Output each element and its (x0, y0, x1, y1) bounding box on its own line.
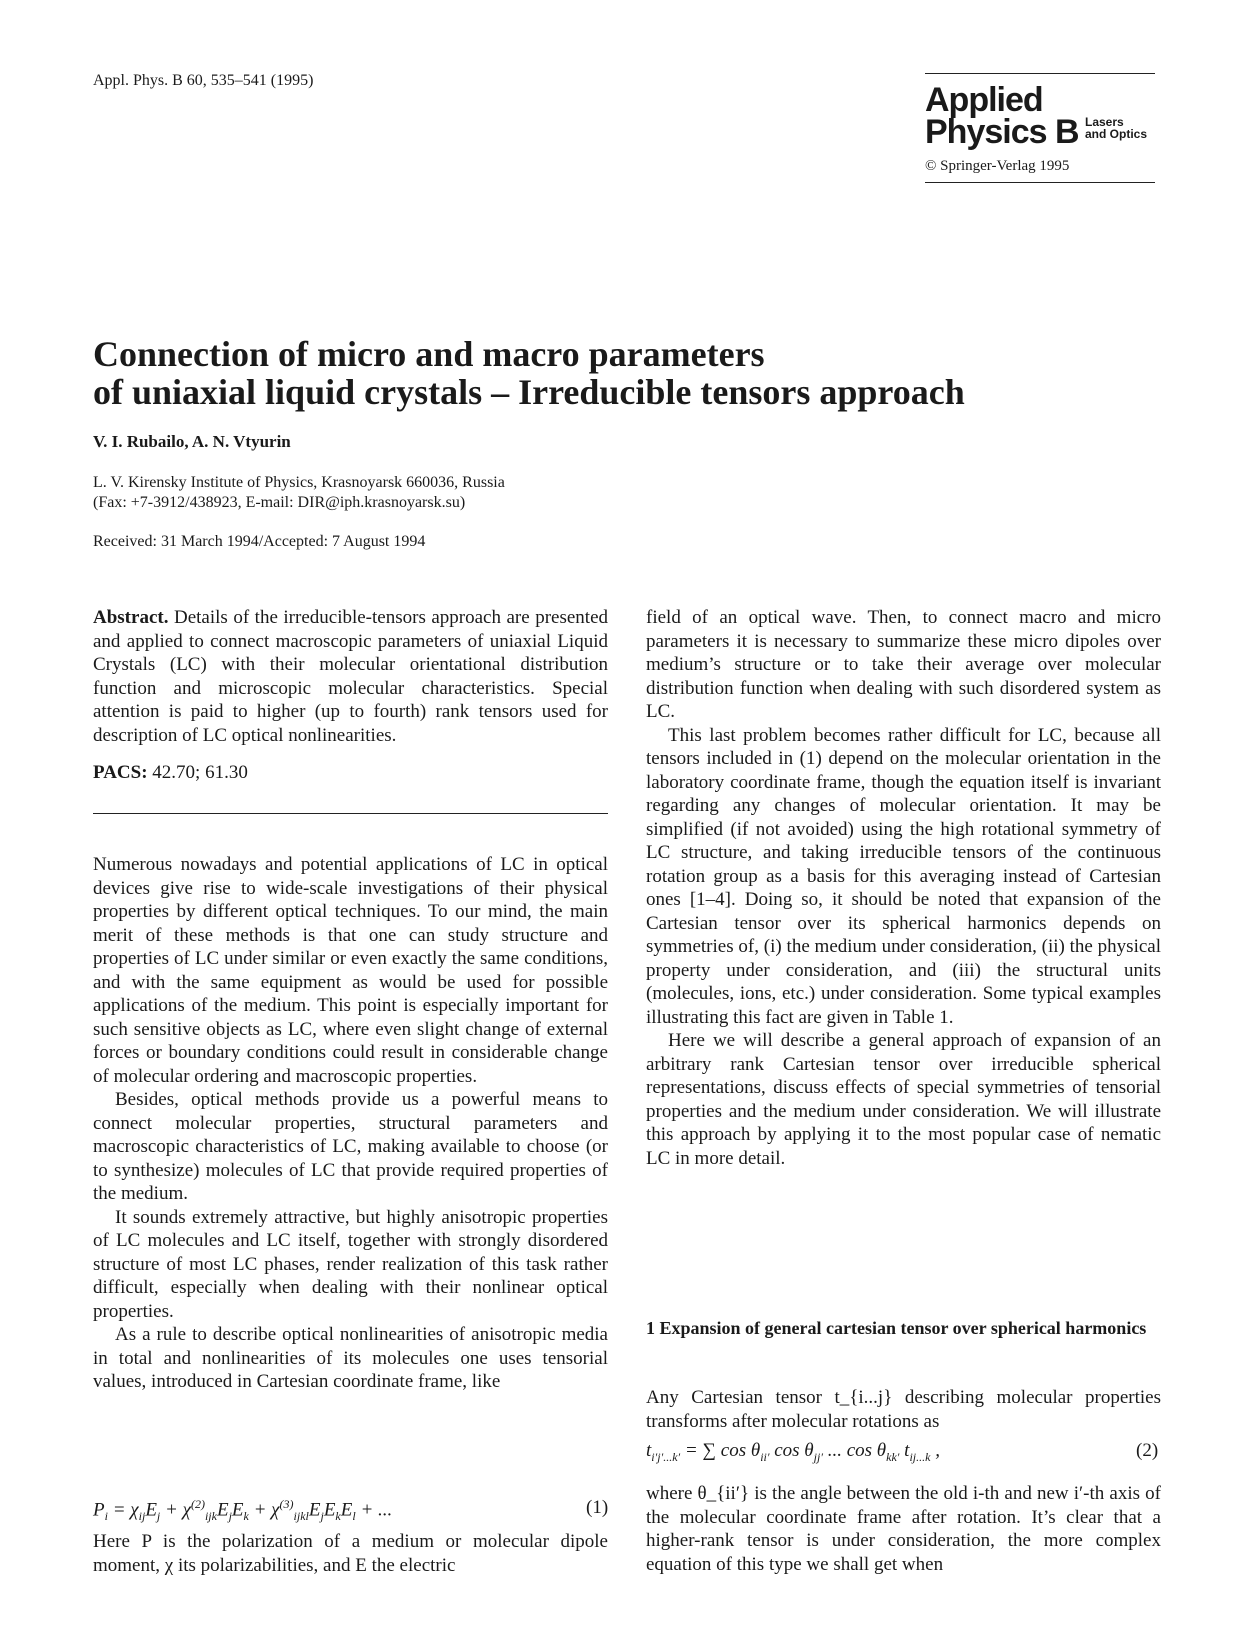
right-paragraph: field of an optical wave. Then, to connect macro and micro parameters it is necessary to summarize these micro dipoles over medium’s structure or to take their average over molecular distribution function when dealing with such disordered system as LC. (646, 607, 1161, 722)
after-equation-1 (93, 1530, 608, 1577)
affiliation (93, 473, 505, 513)
logo-bottom-rule (925, 182, 1155, 183)
after-eq1-text: Here P is the polarization of a medium or molecular dipole moment, χ its polarizabilities, and E the electric (93, 1531, 608, 1576)
left-body (93, 853, 608, 1394)
equation-1-number: (1) (586, 1497, 609, 1518)
right-paragraph: Here we will describe a general approach of expansion of an arbitrary rank Cartesian tensor over irreducible spherical representations, discuss effects of special symmetries of tensorial properties and the medium under consideration. We will illustrate this approach by applying it to the most popular case of nematic LC in more detail. (646, 1030, 1161, 1169)
affiliation-line-2: (Fax: +7-3912/438923, E-mail: DIR@iph.krasnoyarsk.su) (93, 494, 466, 511)
logo-top-rule (925, 73, 1155, 74)
pacs-label: PACS: (93, 762, 148, 783)
affiliation-line-1: L. V. Kirensky Institute of Physics, Krasnoyarsk 660036, Russia (93, 474, 505, 491)
abstract-divider (93, 813, 608, 814)
section-text: Any Cartesian tensor t_{i...j} describing molecular properties transforms after molecular rotations as (646, 1387, 1161, 1432)
title-line-2: of uniaxial liquid crystals – Irreducible tensors approach (93, 372, 965, 412)
right-paragraph: This last problem becomes rather difficult for LC, because all tensors included in (1) depend on the molecular orientation in the laboratory coordinate frame, though the equation itself is invariant regarding any changes of molecular orientation. It may be simplified (if not avoided) using the high rotational symmetry of LC structure, and taking irreducible tensors of the continuous rotation group as a basis for this averaging instead of Cartesian ones [1–4]. Doing so, it should be noted that expansion of the Cartesian tensor over its spherical harmonics depends on symmetries of, (i) the medium under consideration, (ii) the physical property under consideration, and (iii) the structural units (molecules, ions, etc.) under consideration. Some typical examples illustrating this fact are given in Table 1. (646, 724, 1161, 1028)
equation-2-number: (2) (1136, 1440, 1159, 1461)
left-paragraph: Numerous nowadays and potential applications of LC in optical devices give rise to wide-scale investigations of their physical properties by different optical techniques. To our mind, the main merit of these methods is that one can study structure and properties of LC under similar or even exactly the same conditions, and with the same equipment as would be used for possible applications of the medium. This point is especially important for such sensitive objects as LC, where even slight change of external forces or boundary conditions could result in considerable change of molecular ordering and macroscopic properties. (93, 854, 608, 1087)
journal-logo-line1: Applied (925, 81, 1043, 119)
left-paragraph: Besides, optical methods provide us a powerful means to connect molecular properties, structural parameters and macroscopic characteristics of LC, making available to choose (or to synthesize) molecules of LC that provide required properties of the medium. (93, 1089, 608, 1204)
journal-logo-line2: Physics B (925, 113, 1079, 151)
left-paragraph: It sounds extremely attractive, but highly anisotropic properties of LC molecules and LC itself, together with strongly disordered structure of most LC phases, render realization of this task rather difficult, especially when dealing with their nonlinear optical properties. (93, 1206, 608, 1322)
authors: V. I. Rubailo, A. N. Vtyurin (93, 432, 291, 451)
section-heading: 1 Expansion of general cartesian tensor over spherical harmonics (646, 1318, 1147, 1338)
abstract-text: Details of the irreducible-tensors approach are presented and applied to connect macroscopic parameters of uniaxial Liquid Crystals (LC) with their molecular orientational distribution function and microscopic molecular characteristics. Special attention is paid to higher (up to fourth) rank tensors used for description of LC optical nonlinearities. (93, 607, 609, 746)
right-body (646, 606, 1161, 1170)
journal-logo-subtitle (1085, 116, 1147, 140)
paper-title (93, 335, 1153, 411)
title-line-1: Connection of micro and macro parameters (93, 334, 765, 374)
abstract (93, 606, 608, 785)
equation-2: $t_{i'j'...k'}$ = ∑ $\cos \theta_{ii'}$ $\cos \theta_{jj'}$ ... $\cos \theta_{kk'}$ $t_{ij...k}$ , (646, 1440, 940, 1464)
section-body (646, 1386, 1161, 1433)
left-paragraph: As a rule to describe optical nonlinearities of anisotropic media in total and nonlinearities of its molecules one uses tensorial values, introduced in Cartesian coordinate frame, like (93, 1324, 608, 1392)
pacs-value: 42.70; 61.30 (152, 762, 248, 783)
journal-citation: Appl. Phys. B 60, 535–541 (1995) (93, 72, 314, 89)
abstract-label: Abstract. (93, 607, 169, 628)
received-dates: Received: 31 March 1994/Accepted: 7 August 1994 (93, 533, 426, 550)
equation-1: $P_i = \chi_{ij}E_j + \chi^{(2)}_{ijk}E_jE_k + \chi^{(3)}_{ijkl}E_jE_kE_l$ + ... (93, 1497, 393, 1524)
after-equation-2 (646, 1482, 1161, 1576)
journal-logo-sub1: Lasers (1085, 115, 1124, 129)
journal-logo-sub2: and Optics (1085, 127, 1148, 141)
copyright: © Springer-Verlag 1995 (925, 158, 1070, 174)
after-eq2-text: where θ_{ii′} is the angle between the old i-th and new i′-th axis of the molecular coordinate frame after rotation. It’s clear that a higher-rank tensor is under consideration, the more complex equation of this type we shall get when (646, 1483, 1161, 1575)
